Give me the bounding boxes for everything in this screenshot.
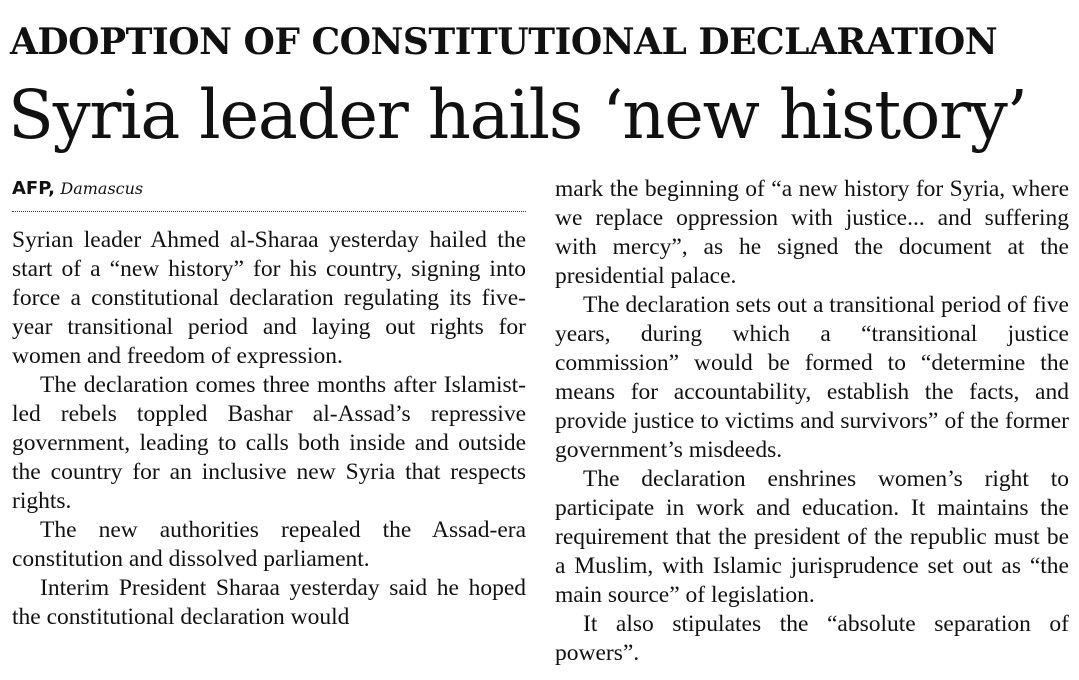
article-column-left: [12, 226, 526, 632]
paragraph: Syrian leader Ahmed al-Sharaa yesterday hailed the start of a “new history” for his country, signing into force a constitutional declaration regulating its five-year transitional period and laying out rights for women and freedom of expression.: [12, 227, 526, 369]
paragraph: The declaration comes three months after Islamist-led rebels toppled Bashar al-Assad’s repressive government, leading to calls both inside and outside the country for an inclusive new Syria that respects rights.: [12, 372, 526, 514]
byline: [12, 177, 143, 201]
byline-place: Damascus: [60, 179, 144, 198]
article-column-right: [555, 175, 1069, 668]
byline-divider: [12, 211, 526, 212]
paragraph: The new authorities repealed the Assad-era constitution and dissolved parliament.: [12, 517, 526, 572]
headline: Syria leader hails ‘new history’: [8, 76, 1027, 154]
paragraph: Interim President Sharaa yesterday said he hoped the constitutional declaration would: [12, 575, 526, 630]
paragraph: mark the beginning of “a new history for Syria, where we replace oppression with justice... and suffering with mercy”, as he signed the document at the presidential palace.: [555, 176, 1069, 289]
paragraph: The declaration sets out a transitional period of five years, during which a “transitional justice commission” would be formed to “determine the means for accountability, establish the facts, and provide justice to victims and survivors” of the former government’s misdeeds.: [555, 292, 1069, 463]
byline-agency: AFP,: [12, 178, 55, 199]
kicker: ADOPTION OF CONSTITUTIONAL DECLARATION: [10, 21, 998, 63]
paragraph: The declaration enshrines women’s right to participate in work and education. It maintains the requirement that the president of the republic must be a Muslim, with Islamic jurisprudence set out as “the main source” of legislation.: [555, 466, 1069, 608]
paragraph: It also stipulates the “absolute separation of powers”.: [555, 611, 1069, 666]
